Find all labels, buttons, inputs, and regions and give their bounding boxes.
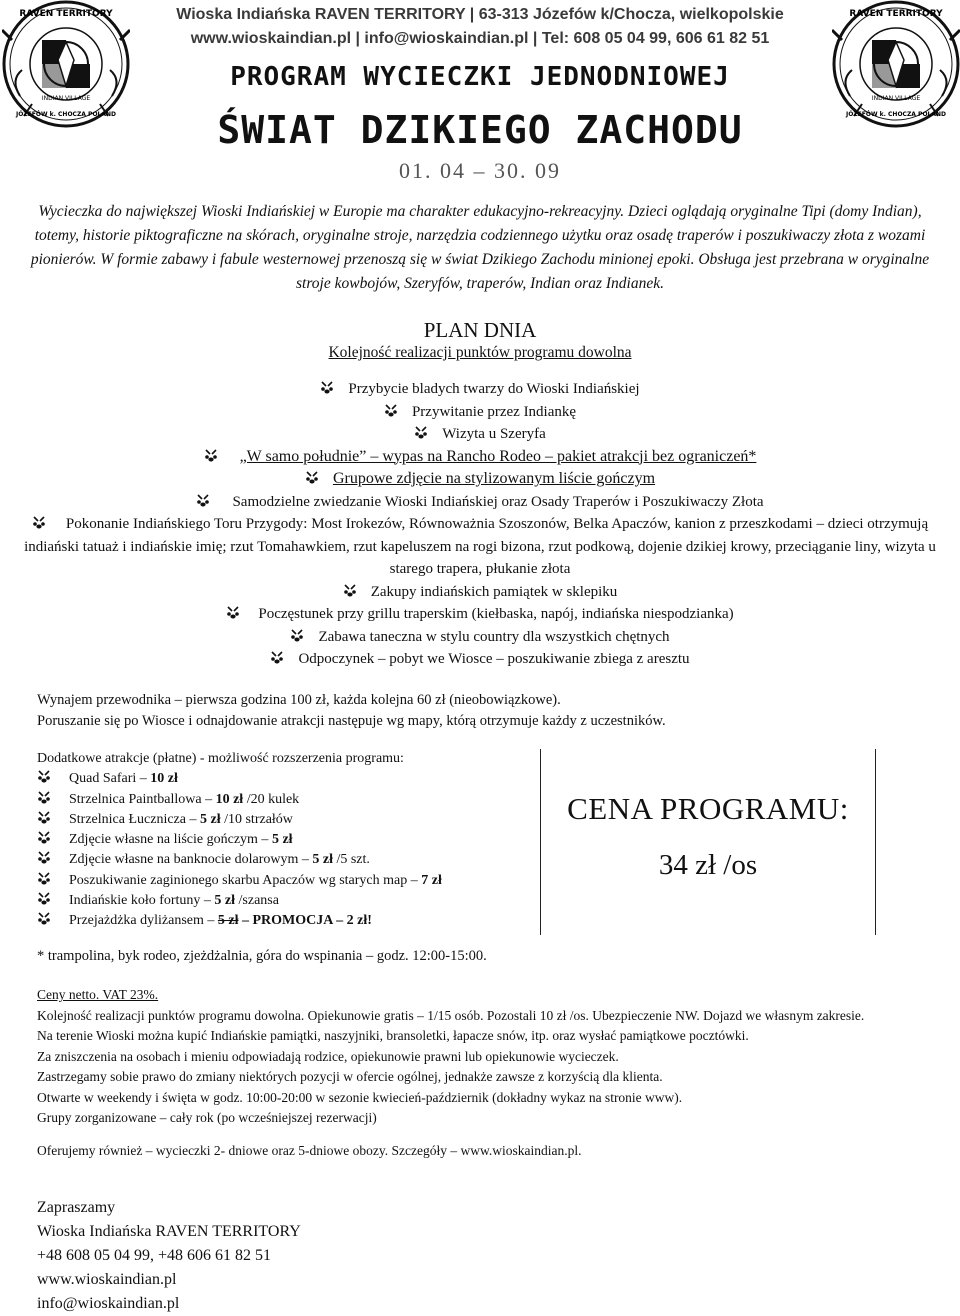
intro-paragraph: Wycieczka do największej Wioski Indiańskiej w Europie ma charakter edukacyjno-rekreacyjny. Dzieci oglądają oryginalne Tipi (domy Indian), totemy, historie piktograficzne na skórach, oryginalne stroje, narzędzia codziennego użytku oraz osadę traperów i poszukiwaczy złota z wozami pionierów. W formie zabawy i fabule westernowej przenoszą się w świat Dzikiego Zachodu minionej epoki. Obsługa jest przebrana w oryginalne stroje kowbojów, Szeryfów, traperów, Indian oraz Indianek. [30, 203, 930, 292]
paw-icon [37, 831, 51, 844]
extras-list [37, 749, 442, 932]
plan-title: PLAN DNIA [423, 318, 537, 342]
logo-right [832, 0, 960, 128]
paw-icon [384, 404, 398, 417]
list-item: Strzelnica Łucznicza – 5 zł /10 strzałów [37, 810, 442, 830]
list-item: Poszukiwanie zaginionego skarbu Apaczów wg starych map – 7 zł [37, 871, 442, 891]
program-subtitle: ŚWIAT DZIKIEGO ZACHODU [217, 108, 743, 152]
logo-bottom-text: JÓZEFÓW k. CHOCZA POLAND [15, 111, 117, 118]
list-item: Zabawa taneczna w stylu country dla wszystkich chętnych [0, 626, 960, 649]
paw-icon [204, 449, 218, 462]
logo-left [2, 0, 130, 128]
paw-icon [37, 872, 51, 885]
list-item: Odpoczynek – pobyt we Wiosce – poszukiwanie zbiega z aresztu [0, 648, 960, 671]
list-item: Grupowe zdjęcie na stylizowanym liście gończym [0, 468, 960, 491]
list-item: Indiańskie koło fortuny – 5 zł /szansa [37, 891, 442, 911]
footer-contact [37, 1196, 301, 1316]
paw-icon [32, 516, 46, 529]
list-item: Quad Safari – 10 zł [37, 769, 442, 789]
paw-icon [414, 426, 428, 439]
terms-line: Otwarte w weekendy i święta w godz. 10:00-20:00 w sezonie kwiecień-październik (dokładny wykaz na stronie www). [37, 1089, 683, 1105]
logo-middle-text: INDIAN VILLAGE [41, 95, 91, 102]
paw-icon [37, 770, 51, 783]
paw-icon [270, 651, 284, 664]
logo-bottom-text: JÓZEFÓW k. CHOCZA POLAND [845, 111, 947, 118]
extras-title: Dodatkowe atrakcje (płatne) - możliwość rozszerzenia programu: [37, 751, 404, 766]
guide-info [37, 690, 666, 731]
paw-icon [305, 471, 319, 484]
plan-subtitle: Kolejność realizacji punktów programu dowolna [328, 344, 632, 361]
footnote: * trampolina, byk rodeo, zjeżdżalnia, góra do wspinania – godz. 12:00-15:00. [37, 948, 487, 964]
offer-line: Oferujemy również – wycieczki 2- dniowe oraz 5-dniowe obozy. Szczegóły – www.wioskaindian.pl. [37, 1143, 582, 1158]
terms-line: Kolejność realizacji punktów programu dowolna. Opiekunowie gratis – 1/15 osób. Pozostali 10 zł /os. Ubezpieczenie NW. Dojazd we własnym zakresie. [37, 1007, 865, 1023]
list-item: Zakupy indiańskich pamiątek w sklepiku [0, 581, 960, 604]
list-item: Pokonanie Indiańskiego Toru Przygody: Most Irokezów, Równoważnia Szoszonów, Belka Apaczów, kanion z przeszkodami – dzieci otrzymują indiański tatuaż i indiańskie imię; rzut Tomahawkiem, rzut kapeluszem na rogi bizona, rzut podkową, dojenie dzikiej krowy, przeciąganie liny, wizyta u starego trapera, płukanie złota [24, 516, 936, 577]
footer-phone: +48 608 05 04 99, +48 606 61 82 51 [37, 1247, 272, 1264]
list-item: Zdjęcie własne na liście gończym – 5 zł [37, 830, 442, 850]
footer-line: Wioska Indiańska RAVEN TERRITORY [37, 1223, 301, 1240]
guide-line: Poruszanie się po Wiosce i odnajdowanie atrakcji następuje wg mapy, którą otrzymuje każdy z uczestników. [37, 712, 666, 729]
guide-line: Wynajem przewodnika – pierwsza godzina 100 zł, każda kolejna 60 zł (nieobowiązkowe). [37, 692, 561, 708]
price-value: 34 zł /os [658, 849, 758, 881]
paw-icon [37, 851, 51, 864]
paw-icon [37, 912, 51, 925]
logo-middle-text: INDIAN VILLAGE [871, 95, 921, 102]
terms [37, 985, 864, 1129]
list-item: Przywitanie przez Indiankę [0, 401, 960, 424]
paw-icon [37, 892, 51, 905]
list-item: Przybycie bladych twarzy do Wioski Indiańskiej [0, 378, 960, 401]
list-item: Samodzielne zwiedzanie Wioski Indiańskiej oraz Osady Traperów i Poszukiwaczy Złota [0, 491, 960, 514]
terms-vat: Ceny netto. VAT 23%. [37, 987, 159, 1002]
paw-icon [226, 606, 240, 619]
terms-line: Zastrzegamy sobie prawo do zmiany niektórych pozycji w ofercie ogólnej, jednakże zawsze z korzyścią dla klienta. [37, 1069, 663, 1084]
header-address: Wioska Indiańska RAVEN TERRITORY | 63-313 Józefów k/Chocza, wielkopolskie [176, 6, 784, 23]
list-item: Wizyta u Szeryfa [0, 423, 960, 446]
paw-icon [37, 811, 51, 824]
price-title: CENA PROGRAMU: [567, 791, 849, 826]
list-item: Poczęstunek przy grillu traperskim (kiełbaska, napój, indiańska niespodzianka) [0, 603, 960, 626]
paw-icon [37, 791, 51, 804]
terms-line: Grupy zorganizowane – cały rok (po wcześniejszej rezerwacji) [37, 1110, 377, 1125]
logo-top-text: RAVEN TERRITORY [19, 9, 113, 19]
logo-top-text: RAVEN TERRITORY [849, 9, 943, 19]
list-item: Zdjęcie własne na banknocie dolarowym – 5 zł /5 szt. [37, 850, 442, 870]
price-box [540, 749, 876, 935]
program-dates: 01. 04 – 30. 09 [399, 158, 561, 183]
paw-icon [320, 381, 334, 394]
list-item: Przejażdżka dyliżansem – 5 zł – PROMOCJA – 2 zł! [37, 911, 442, 931]
program-title: PROGRAM WYCIECZKI JEDNODNIOWEJ [230, 62, 730, 92]
footer-email[interactable]: info@wioskaindian.pl [37, 1295, 180, 1312]
header-contact: www.wioskaindian.pl | info@wioskaindian.pl | Tel: 608 05 04 99, 606 61 82 51 [190, 30, 770, 47]
paw-icon [196, 494, 210, 507]
footer-line: Zapraszamy [37, 1199, 116, 1216]
plan-list [0, 378, 960, 671]
terms-line: Za zniszczenia na osobach i mieniu odpowiadają rodzice, opiekunowie prawni lub opiekunowie wycieczek. [37, 1048, 619, 1064]
paw-icon [290, 629, 304, 642]
terms-line: Na terenie Wioski można kupić Indiańskie pamiątki, naszyjniki, bransoletki, łapacze snów, itp. oraz wysłać pamiątkowe pocztówki. [37, 1028, 749, 1043]
paw-icon [343, 584, 357, 597]
list-item: Strzelnica Paintballowa – 10 zł /20 kulek [37, 790, 442, 810]
list-item: „W samo południe” – wypas na Rancho Rodeo – pakiet atrakcji bez ograniczeń* [0, 446, 960, 469]
footer-website[interactable]: www.wioskaindian.pl [37, 1271, 177, 1288]
